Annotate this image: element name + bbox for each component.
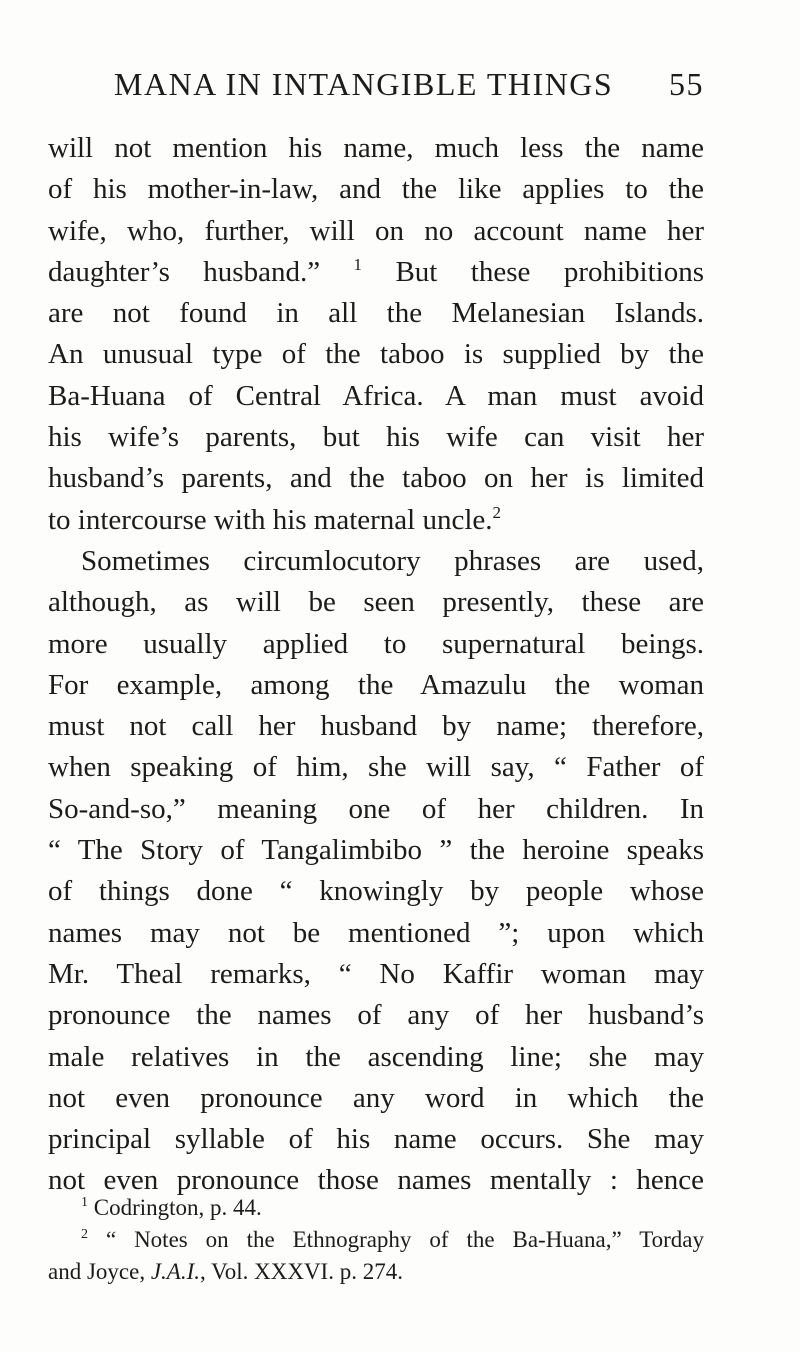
text-line	[48, 500, 704, 541]
footnote-2	[48, 1224, 704, 1256]
footnotes	[48, 1192, 704, 1288]
running-head	[48, 66, 704, 106]
text-line: male relatives in the ascending line; she may	[48, 1040, 704, 1073]
text-line: husband’s parents, and the taboo on her is limited	[48, 462, 704, 495]
footnote-text: Codrington, p. 44.	[93, 1195, 262, 1220]
text-line: although, as will be seen presently, these are	[48, 586, 704, 619]
footnote-reference: 1	[353, 254, 363, 274]
text-line: An unusual type of the taboo is supplied by the	[48, 338, 704, 371]
text-line: when speaking of him, she will say, “ Father of	[48, 751, 704, 784]
text-line: more usually applied to supernatural beings.	[48, 627, 704, 660]
footnote-2-continued	[48, 1256, 704, 1288]
text-segment: daughter’s husband.”	[48, 255, 321, 288]
text-line: For example, among the Amazulu the woman	[48, 668, 704, 701]
journal-abbreviation: J.A.I.	[150, 1259, 200, 1284]
text-line: So-and-so,” meaning one of her children. In	[48, 792, 704, 825]
text-line: his wife’s parents, but his wife can visit her	[48, 421, 704, 454]
text-line: “ The Story of Tangalimbibo ” the heroine speaks	[48, 834, 704, 867]
footnote-1	[48, 1192, 704, 1224]
footnote-marker: 2	[81, 1227, 88, 1242]
text-line: not even pronounce any word in which the	[48, 1081, 704, 1114]
text-line: Mr. Theal remarks, “ No Kaffir woman may	[48, 957, 704, 990]
body-text	[48, 128, 704, 1202]
text-line: are not found in all the Melanesian Islands.	[48, 297, 704, 330]
text-line: Sometimes circumlocutory phrases are used,	[81, 544, 704, 577]
text-line: will not mention his name, much less the name	[48, 132, 704, 164]
text-segment: to intercourse with his maternal uncle.	[48, 503, 493, 536]
text-line: must not call her husband by name; therefore,	[48, 710, 704, 743]
text-line: of things done “ knowingly by people whose	[48, 875, 704, 908]
text-line: names may not be mentioned ”; upon which	[48, 916, 704, 949]
text-line: wife, who, further, will on no account name her	[48, 214, 704, 247]
text-line: not even pronounce those names mentally : hence	[48, 1164, 704, 1197]
footnote-marker: 1	[81, 1195, 88, 1210]
footnote-text: and Joyce,	[48, 1259, 146, 1284]
text-line	[48, 252, 704, 293]
footnote-text: , Vol. XXXVI. p. 274.	[200, 1259, 403, 1284]
text-line: pronounce the names of any of her husband’s	[48, 999, 704, 1032]
footnote-text: “ Notes on the Ethnography of the Ba-Huana,” Torday	[105, 1227, 705, 1252]
text-line: principal syllable of his name occurs. She may	[48, 1123, 704, 1156]
page-number: 55	[669, 66, 704, 102]
running-head-title: MANA IN INTANGIBLE THINGS	[114, 66, 614, 102]
text-line: of his mother-in-law, and the like applies to the	[48, 173, 704, 206]
footnote-reference: 2	[492, 502, 502, 522]
text-segment: But these prohibitions	[395, 255, 704, 288]
text-line: Ba-Huana of Central Africa. A man must avoid	[48, 379, 704, 412]
